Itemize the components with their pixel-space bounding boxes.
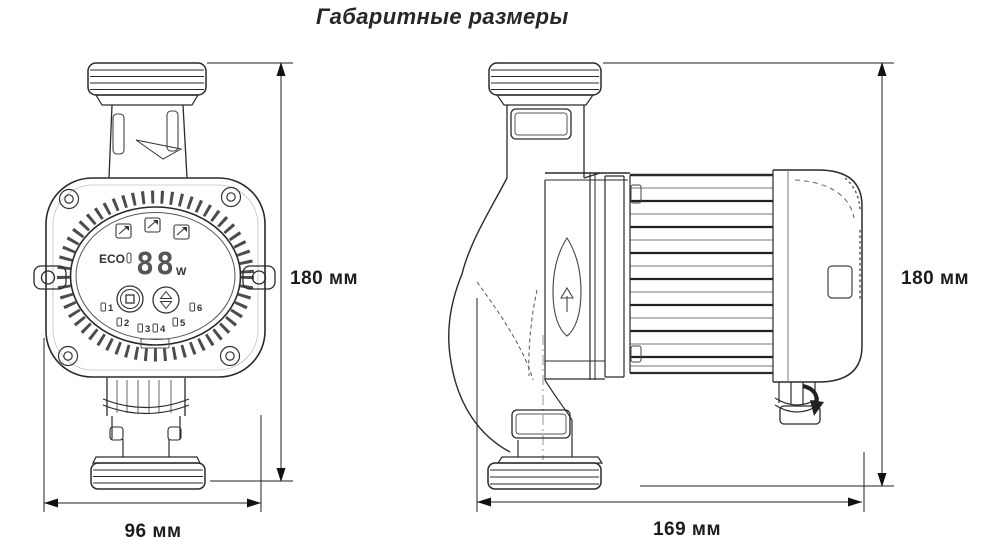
svg-text:4: 4 <box>160 324 166 335</box>
stop-button-icon <box>117 286 143 312</box>
side-view <box>449 63 862 489</box>
indicator-5 <box>173 318 186 329</box>
pump-display <box>99 218 202 335</box>
front-bottom-fitting <box>91 378 205 489</box>
front-height-dimension <box>207 62 358 482</box>
page-title: Габаритные размеры <box>316 4 569 29</box>
speed-setting-icon-3 <box>174 225 189 239</box>
speed-setting-icon-1 <box>116 224 131 238</box>
front-view <box>34 63 275 489</box>
svg-text:5: 5 <box>180 318 186 329</box>
indicator-4 <box>153 324 166 335</box>
side-height-dimension <box>603 62 969 487</box>
indicator-1 <box>101 303 114 314</box>
cable-gland <box>775 382 824 424</box>
arrowhead-right <box>848 498 862 507</box>
end-cap-boss <box>828 266 852 298</box>
eco-mode-icon <box>127 253 131 263</box>
side-inlet-pipe <box>507 105 584 178</box>
side-height-label: 180 мм <box>901 268 970 289</box>
indicator-3 <box>138 324 150 335</box>
flow-arrow-icon <box>136 140 181 159</box>
arrowhead-up <box>277 62 286 76</box>
arrowhead-right <box>247 499 261 508</box>
side-depth-label: 169 мм <box>652 519 722 540</box>
svg-text:3: 3 <box>145 324 151 335</box>
arrowhead-up <box>878 62 887 76</box>
motor-end-cap <box>773 170 862 382</box>
indicator-6 <box>190 303 202 314</box>
arrowhead-down <box>277 468 286 482</box>
arrows-button-icon <box>153 287 179 313</box>
control-box <box>545 173 630 380</box>
svg-text:1: 1 <box>108 303 114 314</box>
arrowhead-left <box>477 498 491 507</box>
front-height-label: 180 мм <box>290 268 359 289</box>
svg-text:6: 6 <box>197 303 203 314</box>
side-top-fitting <box>489 63 601 105</box>
motor-fins <box>630 170 773 382</box>
front-top-fitting <box>88 63 206 105</box>
watt-unit: W <box>176 266 187 278</box>
indicator-2 <box>117 318 129 329</box>
arrowhead-left <box>44 499 58 508</box>
front-inlet-pipe <box>109 105 187 178</box>
svg-text:2: 2 <box>124 318 130 329</box>
motor-flange <box>605 176 624 377</box>
flow-direction-emblem <box>553 238 581 336</box>
front-width-label: 96 мм <box>124 521 182 542</box>
power-value: 88 <box>136 247 177 282</box>
arrowhead-down <box>878 473 887 487</box>
eco-label: ECO <box>99 252 126 266</box>
speed-setting-icon-2 <box>145 218 160 232</box>
side-depth-dimension <box>477 298 864 540</box>
